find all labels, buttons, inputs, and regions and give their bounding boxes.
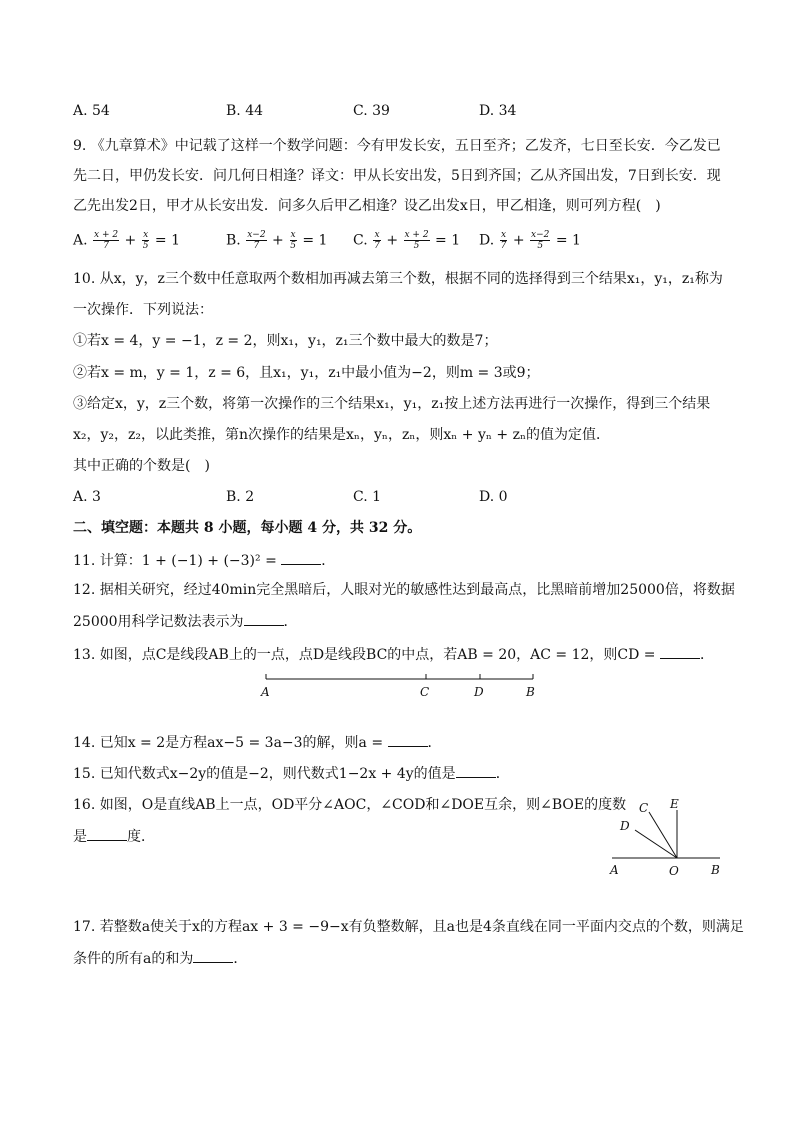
answer-blank — [193, 948, 233, 963]
label-e: E — [670, 797, 679, 811]
answer-blank — [244, 611, 284, 626]
q13: 13. 如图，点C是线段AB上的一点，点D是线段BC的中点，若AB = 20，AC = 12，则CD = ． — [73, 644, 714, 665]
label-c: C — [420, 685, 430, 699]
angle-diagram — [605, 795, 730, 880]
q14: 14. 已知x = 2是方程ax−5 = 3a−3的解，则a = ． — [73, 732, 442, 753]
q8-option-d: D. 34 — [479, 103, 517, 119]
q10-option-c: C. 1 — [353, 489, 382, 505]
fraction: $\frac{x + 2}{5}$ — [404, 230, 429, 251]
segment-diagram — [255, 668, 545, 704]
answer-blank — [456, 763, 496, 778]
ray-oc — [649, 812, 677, 858]
label-b: B — [526, 685, 535, 699]
q9-option-d: D. $\frac{x}{7}$ + $\frac{x-2}{5}$ = 1 — [479, 230, 581, 251]
label-d: D — [474, 685, 484, 699]
answer-blank — [281, 550, 321, 565]
q10-option-a: A. 3 — [73, 489, 101, 505]
fraction: $\frac{x-2}{5}$ — [531, 230, 550, 251]
q10-item-3-line-1: ③给定x，y，z三个数，将第一次操作的三个结果x₁，y₁，z₁按上述方法再进行一次操作，得到三个结果 — [73, 396, 711, 412]
answer-blank — [660, 644, 700, 659]
answer-blank — [388, 732, 428, 747]
q12-line-2: 25000用科学记数法表示为 ． — [73, 611, 298, 632]
label-d: D — [620, 819, 630, 833]
q17-line-1: 17. 若整数a使关于x的方程ax + 3 = −9−x有负整数解，且a也是4条直线在同一平面内交点的个数，则满足 — [73, 919, 744, 935]
q17-line-2: 条件的所有a的和为 ． — [73, 948, 247, 969]
q8-option-b: B. 44 — [226, 103, 264, 119]
q10-line-1: 10. 从x，y，z三个数中任意取两个数相加再减去第三个数，根据不同的选择得到三个结果x₁，y₁，z₁称为 — [73, 271, 723, 287]
label-o: O — [669, 864, 679, 878]
fraction: $\frac{x}{7}$ — [374, 230, 380, 251]
label-c: C — [639, 801, 649, 815]
q9-option-c: C. $\frac{x}{7}$ + $\frac{x + 2}{5}$ = 1 — [353, 230, 461, 251]
q10-item-1: ①若x = 4，y = −1，z = 2，则x₁，y₁，z₁三个数中最大的数是7； — [73, 333, 498, 349]
q8-option-a: A. 54 — [73, 103, 110, 119]
label-a: A — [261, 685, 270, 699]
q9-option-a: A. $\frac{x + 2}{7}$ + $\frac{x}{5}$ = 1 — [73, 230, 181, 251]
q10-item-3-line-2: x₂，y₂，z₂，以此类推，第n次操作的结果是xₙ，yₙ，zₙ，则xₙ + yₙ + zₙ的值为定值． — [73, 427, 610, 443]
q9-line-1: 9. 《九章算术》中记载了这样一个数学问题：今有甲发长安，五日至齐；乙发齐，七日至长安．今乙发已 — [73, 138, 721, 154]
q10-line-2: 一次操作．下列说法： — [73, 302, 213, 318]
q9-line-3: 乙先出发2日，甲才从长安出发．问多久后甲乙相逢？设乙出发x日，甲乙相逢，则可列方程( ) — [73, 198, 661, 214]
q8-option-c: C. 39 — [353, 103, 390, 119]
fraction: $\frac{x}{7}$ — [500, 230, 507, 251]
q10-option-d: D. 0 — [479, 489, 508, 505]
q15: 15. 已知代数式x−2y的值是−2，则代数式1−2x + 4y的值是 ． — [73, 763, 510, 784]
section-heading: 二、填空题：本题共 8 小题，每小题 4 分，共 32 分。 — [73, 520, 422, 536]
q10-item-2: ②若x = m，y = 1，z = 6，且x₁，y₁，z₁中最小值为−2，则m = 3或9； — [73, 365, 540, 381]
label-a: A — [610, 863, 619, 877]
q10-question: 其中正确的个数是( ) — [73, 458, 210, 474]
q9-line-2: 先二日，甲仍发长安．问几何日相逢？译文：甲从长安出发，5日到齐国；乙从齐国出发，7日到长安．现 — [73, 168, 721, 184]
fraction: $\frac{x}{5}$ — [142, 230, 149, 251]
fraction: $\frac{x}{5}$ — [290, 230, 296, 251]
q9-option-b: B. $\frac{x-2}{7}$ + $\frac{x}{5}$ = 1 — [226, 230, 328, 251]
q12-line-1: 12. 据相关研究，经过40min完全黑暗后，人眼对光的敏感性达到最高点，比黑暗前增加25000倍，将数据 — [73, 582, 735, 598]
q16-line-1: 16. 如图，O是直线AB上一点，OD平分∠AOC，∠COD和∠DOE互余，则∠BOE的度数 — [73, 797, 627, 813]
fraction: $\frac{x + 2}{7}$ — [94, 230, 119, 251]
q16-line-2: 是 度． — [73, 826, 155, 847]
fraction: $\frac{x-2}{7}$ — [247, 230, 266, 251]
ray-od — [635, 830, 677, 858]
q10-option-b: B. 2 — [226, 489, 255, 505]
q11: 11. 计算：1 + (−1) + (−3)² = ． — [73, 550, 335, 571]
label-b: B — [711, 863, 720, 877]
answer-blank — [87, 826, 127, 841]
